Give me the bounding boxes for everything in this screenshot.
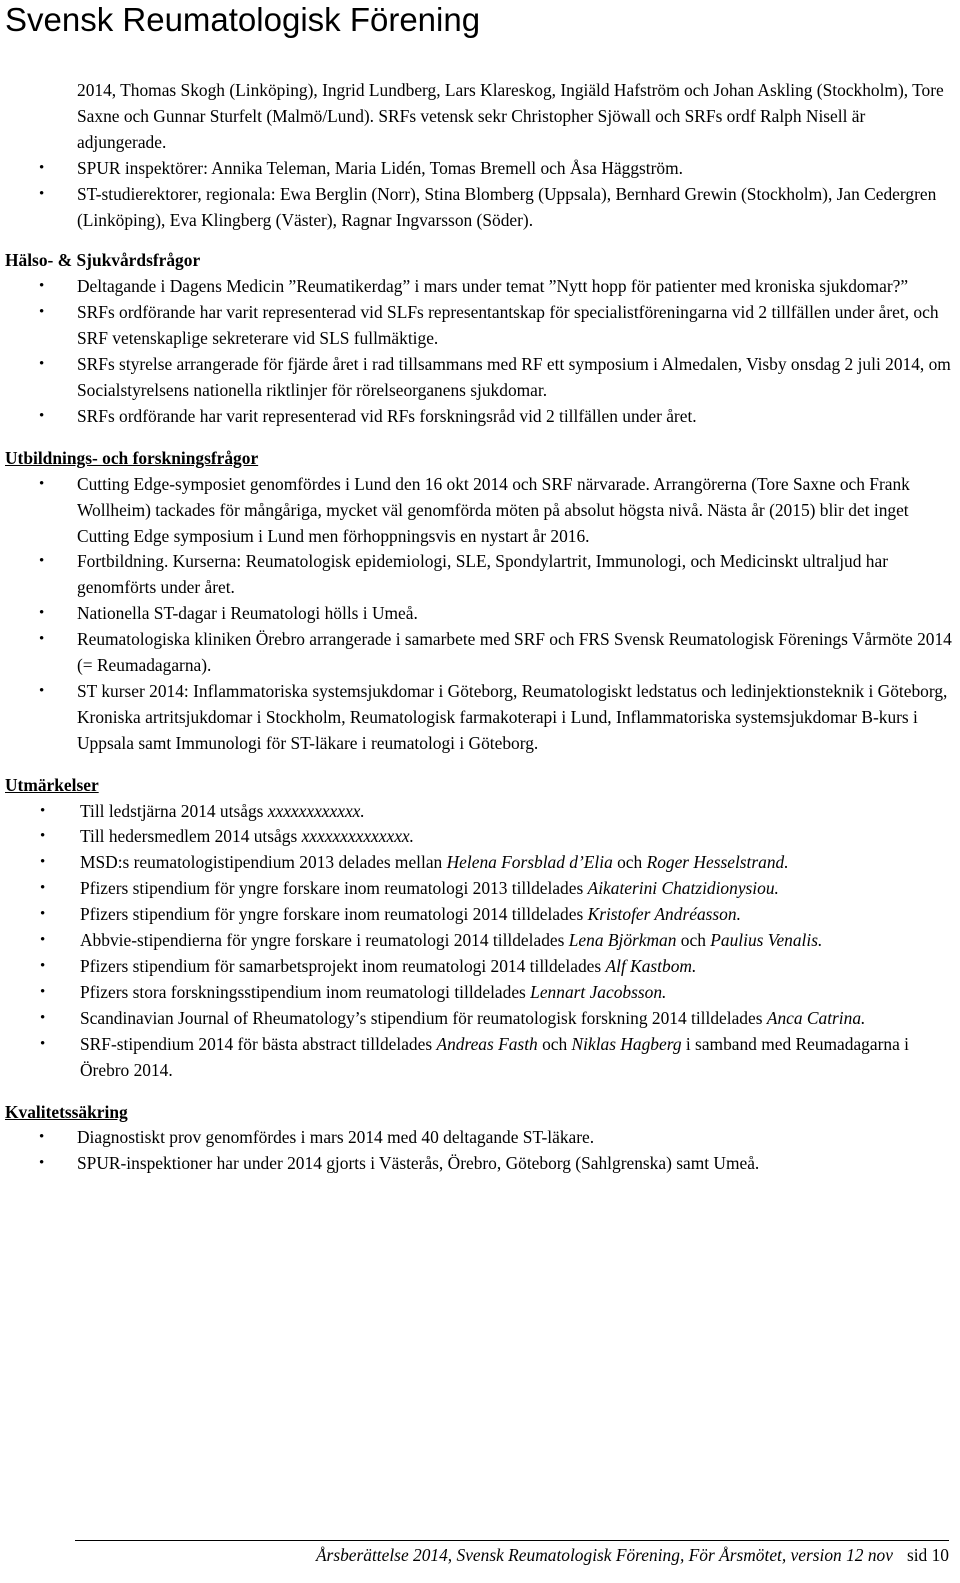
list-item-text: Reumatologiska kliniken Örebro arrangerade i samarbete med SRF och FRS Svensk Reumatologisk Förenings Vårmöte 2014 (= Reumadagarna). [77, 629, 952, 676]
award-tail: . [861, 1007, 866, 1028]
section-heading-utmarkelser [5, 773, 957, 799]
recipient-name: Kristofer Andréasson [587, 904, 737, 925]
award-text: MSD:s reumatologistipendium 2013 delades mellan [80, 852, 447, 873]
list-item-text: Cutting Edge-symposiet genomfördes i Lund den 16 okt 2014 och SRF närvarade. Arrangörerna (Tore Saxne och Frank Wollheim) tackades för mångåriga, mycket väl genomförda möten på absolut högsta nivå. Nästa år (2015) blir det inget Cutting Edge symposium i Lund men förhoppningsvis en nystart år 2016. [77, 473, 910, 546]
award-tail: . [662, 981, 667, 1002]
award-tail: . [736, 904, 741, 925]
bullet-icon: • [39, 356, 45, 373]
recipient-name: Helena Forsblad d’Elia [446, 852, 613, 873]
list-item [5, 928, 957, 954]
list-item [5, 549, 957, 601]
recipient-name: Paulius Venalis [710, 930, 818, 951]
award-conjunction: och [676, 930, 711, 951]
list-item [5, 876, 957, 902]
recipient-name: xxxxxxxxxxxxxx [301, 826, 410, 847]
awards-list [5, 799, 957, 1084]
bullet-icon: • [40, 983, 46, 1000]
document-body [5, 78, 957, 1177]
bullet-icon: • [40, 958, 46, 974]
footer-text: Årsberättelse 2014, Svensk Reumatologisk Förening, För Årsmötet, version 12 nov [315, 1545, 893, 1565]
bullet-icon: • [39, 185, 45, 202]
bullet-icon: • [39, 631, 45, 648]
award-conjunction: och [612, 852, 647, 873]
award-tail: . [784, 852, 789, 873]
list-item [5, 627, 957, 679]
award-text: Abbvie-stipendierna för yngre forskare i reumatologi 2014 tilldelades [80, 930, 569, 951]
award-conjunction: och [537, 1033, 572, 1054]
recipient-name: Andreas Fasth [436, 1033, 538, 1054]
bullet-icon: • [39, 605, 45, 622]
list-item [5, 274, 957, 300]
recipient-name: Alf Kastbom [605, 956, 692, 976]
list-item [5, 1151, 957, 1177]
list-item [5, 1032, 957, 1084]
list-item [5, 902, 957, 928]
bullet-icon: • [40, 932, 46, 949]
bullet-icon: • [40, 1009, 46, 1026]
list-item-text: SPUR-inspektioner har under 2014 gjorts i Västerås, Örebro, Göteborg (Sahlgrenska) samt Umeå. [77, 1153, 760, 1174]
list-item [5, 799, 957, 825]
award-tail: . [409, 826, 414, 847]
recipient-name: Lennart Jacobsson [530, 981, 663, 1002]
list-item [5, 601, 957, 627]
award-tail: . [818, 930, 823, 951]
list-item [5, 679, 957, 757]
section-heading-text: Utmärkelser [5, 774, 99, 795]
list-item-text: Fortbildning. Kurserna: Reumatologisk epidemiologi, SLE, Spondylartrit, Immunologi, och Medicinskt ultraljud har genomförts under året. [77, 551, 888, 598]
bullet-icon: • [39, 682, 45, 699]
award-tail: . [774, 878, 779, 899]
list-item [5, 954, 957, 980]
list-item [5, 980, 957, 1006]
list-item-text: SRFs ordförande har varit representerad vid RFs forskningsråd vid 2 tillfällen under året. [77, 405, 697, 426]
list-item-text: Deltagande i Dagens Medicin ”Reumatikerdag” i mars under temat ”Nytt hopp för patienter med kroniska sjukdomar?” [77, 276, 909, 297]
section-heading-halso [5, 248, 957, 274]
bullet-icon: • [39, 1155, 45, 1172]
bullet-icon: • [39, 159, 45, 176]
recipient-name: Niklas Hagberg [571, 1033, 682, 1054]
section-heading-text: Hälso- & Sjukvårdsfrågor [5, 250, 201, 271]
list-item-text: Diagnostiskt prov genomfördes i mars 2014 med 40 deltagande ST-läkare. [77, 1127, 595, 1148]
award-text: Till ledstjärna 2014 utsågs [80, 800, 268, 821]
page-number: sid 10 [906, 1545, 949, 1565]
list-item-text: ST-studierektorer, regionala: Ewa Berglin (Norr), Stina Blomberg (Uppsala), Bernhard Grewin (Stockholm), Jan Cedergren (Linköping), Eva Klingberg (Väster), Ragnar Ingvarsson (Söder). [77, 183, 937, 230]
bullet-icon: • [39, 304, 45, 321]
intro-continuation: 2014, Thomas Skogh (Linköping), Ingrid Lundberg, Lars Klareskog, Ingiäld Hafström och Johan Askling (Stockholm), Tore Saxne och Gunnar Sturfelt (Malmö/Lund). SRFs vetensk sekr Christopher Sjöwall och SRFs ordf Ralph Nisell är adjungerade. [77, 80, 944, 152]
award-text: Pfizers stipendium för yngre forskare inom reumatologi 2014 tilldelades [80, 904, 588, 925]
award-tail: i samband med Reumadagarna i Örebro 2014. [80, 1033, 909, 1080]
list-item-text: SRFs ordförande har varit representerad vid SLFs representantskap för specialistföreningarna vid 2 tillfällen under året, och SRF vetenskaplige sekreterare vid SLS fullmäktige. [77, 302, 939, 349]
bullet-icon: • [40, 1035, 46, 1052]
list-item-text: ST kurser 2014: Inflammatoriska systemsjukdomar i Göteborg, Reumatologiskt ledstatus och ledinjektionsteknik i Göteborg, Kroniska artritsjukdomar i Stockholm, Reumatologisk farmakoterapi i Lund, Inflammatoriska systemsjukdomar B-kurs i Uppsala samt Immunologi för ST-läkare i reumatologi i Göteborg. [77, 680, 948, 753]
bullet-icon: • [40, 880, 46, 897]
bullet-icon: • [40, 906, 46, 923]
bullet-icon: • [39, 1129, 45, 1146]
bullet-icon: • [39, 553, 45, 570]
list-item [5, 1125, 957, 1151]
list-item-text: SRFs styrelse arrangerade för fjärde året i rad tillsammans med RF ett symposium i Almedalen, Visby onsdag 2 juli 2014, om Socialstyrelsens nationella riktlinjer för rörelseorganens sjukdomar. [77, 354, 951, 400]
award-text: Pfizers stipendium för yngre forskare inom reumatologi 2013 tilldelades [80, 878, 588, 899]
recipient-name: Anca Catrina [766, 1007, 862, 1028]
list-item-text: Nationella ST-dagar i Reumatologi hölls i Umeå. [77, 603, 418, 624]
award-text: Pfizers stora forskningsstipendium inom reumatologi tilldelades [80, 981, 531, 1002]
section-heading-text: Utbildnings- och forskningsfrågor [5, 447, 259, 468]
award-text: Scandinavian Journal of Rheumatology’s stipendium för reumatologisk forskning 2014 tilldelades [80, 1007, 767, 1028]
list-item [5, 850, 957, 876]
bullet-icon: • [39, 407, 45, 424]
bullet-icon: • [40, 854, 46, 871]
recipient-name: Roger Hesselstrand [646, 852, 785, 873]
list-item [5, 1006, 957, 1032]
award-tail: . [691, 956, 697, 976]
list-item-text: SPUR inspektörer: Annika Teleman, Maria Lidén, Tomas Bremell och Åsa Häggström. [77, 157, 683, 178]
footer-divider [75, 1540, 949, 1541]
page-footer [75, 1543, 949, 1568]
section-heading-utbildning [5, 446, 957, 472]
award-text: Pfizers stipendium för samarbetsprojekt inom reumatologi 2014 tilldelades [80, 956, 606, 976]
list-item [5, 472, 957, 550]
list-item [5, 182, 957, 234]
bullet-icon: • [39, 278, 45, 295]
list-item [5, 824, 957, 850]
award-text: SRF-stipendium 2014 för bästa abstract tilldelades [80, 1033, 437, 1054]
bullet-icon: • [40, 802, 46, 819]
list-item [5, 404, 957, 430]
award-tail: . [360, 800, 365, 821]
bullet-icon: • [40, 828, 46, 845]
section-heading-text: Kvalitetssäkring [5, 1101, 128, 1122]
page-header-title: Svensk Reumatologisk Förening [5, 1, 481, 38]
list-item [5, 156, 957, 182]
recipient-name: xxxxxxxxxxxx [267, 800, 361, 821]
recipient-name: Aikaterini Chatzidionysiou [587, 878, 775, 899]
recipient-name: Lena Björkman [568, 930, 677, 951]
section-heading-kvalitet [5, 1100, 957, 1126]
list-item [5, 352, 957, 404]
list-item [5, 300, 957, 352]
award-text: Till hedersmedlem 2014 utsågs [80, 826, 302, 847]
bullet-icon: • [39, 475, 45, 492]
